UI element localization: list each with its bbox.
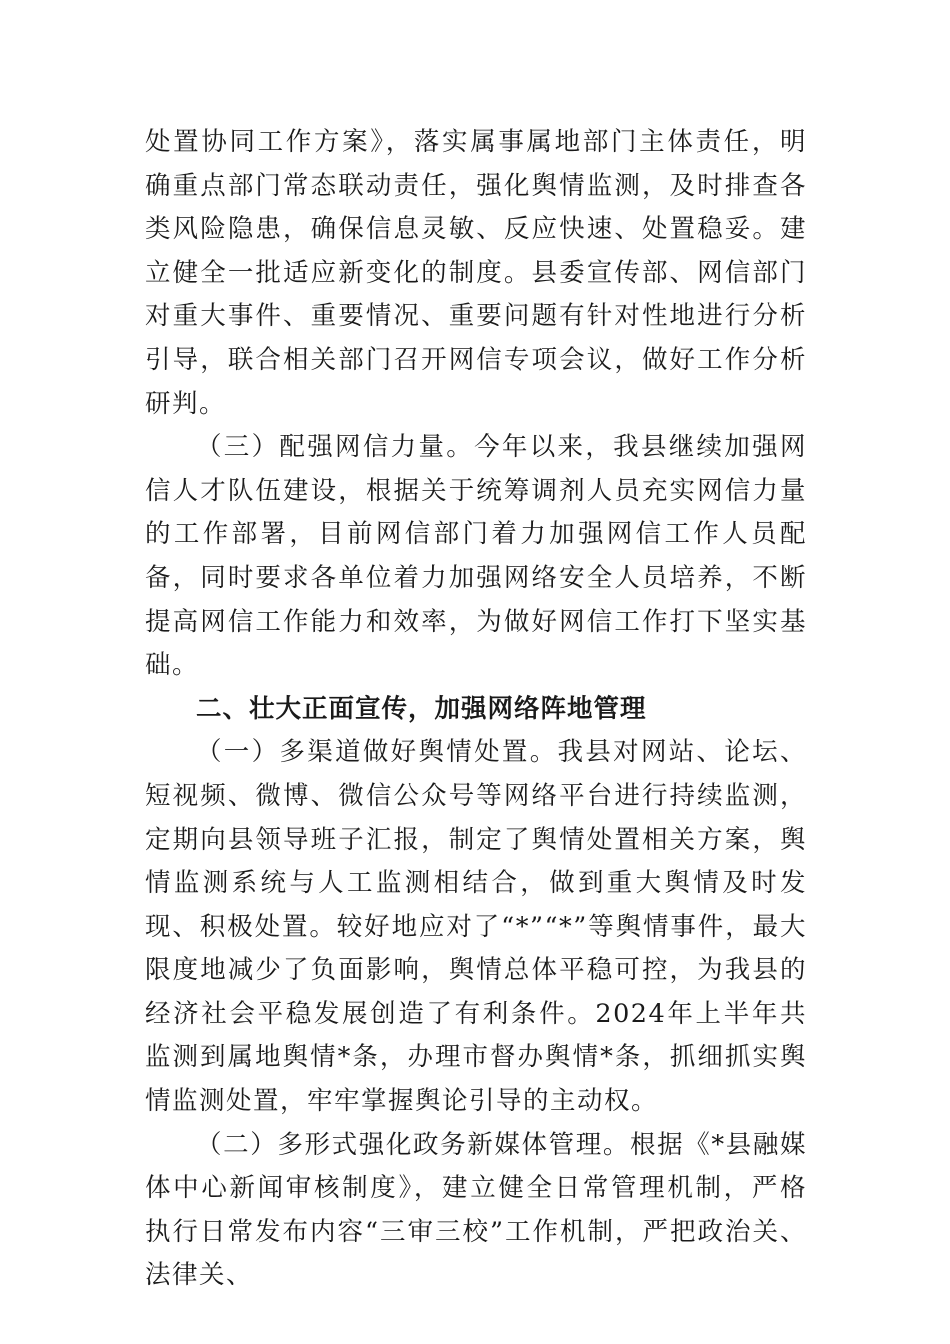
paragraph-staffing bbox=[145, 426, 807, 688]
paragraph-text: 我县对网站、论坛、短视频、微博、微信公众号等网络平台进行持续监测，定期向县领导班子汇报，制定了舆情处置相关方案，舆情监测系统与人工监测相结合，做到重大舆情及时发现、积极处置。较好地应对了“*”“*”等舆情事件，最大限度地减少了负面影响，舆情总体平稳可控，为我县的经济社会平稳发展创造了有利条件。2024年上半年共监测到属地舆情*条，办理市督办舆情*条，抓细抓实舆情监测处置，牢牢掌握舆论引导的主动权。 bbox=[145, 737, 807, 1117]
document-page bbox=[145, 121, 807, 1298]
paragraph-text: 根据《*县融媒体中心新闻审核制度》，建立健全日常管理机制，严格执行日常发布内容“三审三校”工作机制，严把政治关、法律关、 bbox=[145, 1129, 807, 1291]
paragraph-text: 处置协同工作方案》，落实属事属地部门主体责任，明确重点部门常态联动责任，强化舆情监测，及时排查各类风险隐患，确保信息灵敏、反应快速、处置稳妥。建立健全一批适应新变化的制度。县委宣传部、网信部门对重大事件、重要情况、重要问题有针对性地进行分析引导，联合相关部门召开网信专项会议，做好工作分析研判。 bbox=[145, 127, 807, 419]
paragraph-lead: （二）多形式强化政务新媒体管理。 bbox=[196, 1129, 630, 1160]
paragraph-text: 今年以来，我县继续加强网信人才队伍建设，根据关于统筹调剂人员充实网信力量的工作部署，目前网信部门着力加强网信工作人员配备，同时要求各单位着力加强网络安全人员培养，不断提高网信工作能力和效率，为做好网信工作打下坚实基础。 bbox=[145, 432, 807, 681]
paragraph-lead: （一）多渠道做好舆情处置。 bbox=[196, 737, 558, 768]
paragraph-new-media bbox=[145, 1124, 807, 1298]
paragraph-public-opinion bbox=[145, 731, 807, 1123]
paragraph-continuation bbox=[145, 121, 807, 426]
section-heading: 二、壮大正面宣传，加强网络阵地管理 bbox=[196, 693, 647, 724]
paragraph-lead: （三）配强网信力量。 bbox=[196, 432, 475, 463]
